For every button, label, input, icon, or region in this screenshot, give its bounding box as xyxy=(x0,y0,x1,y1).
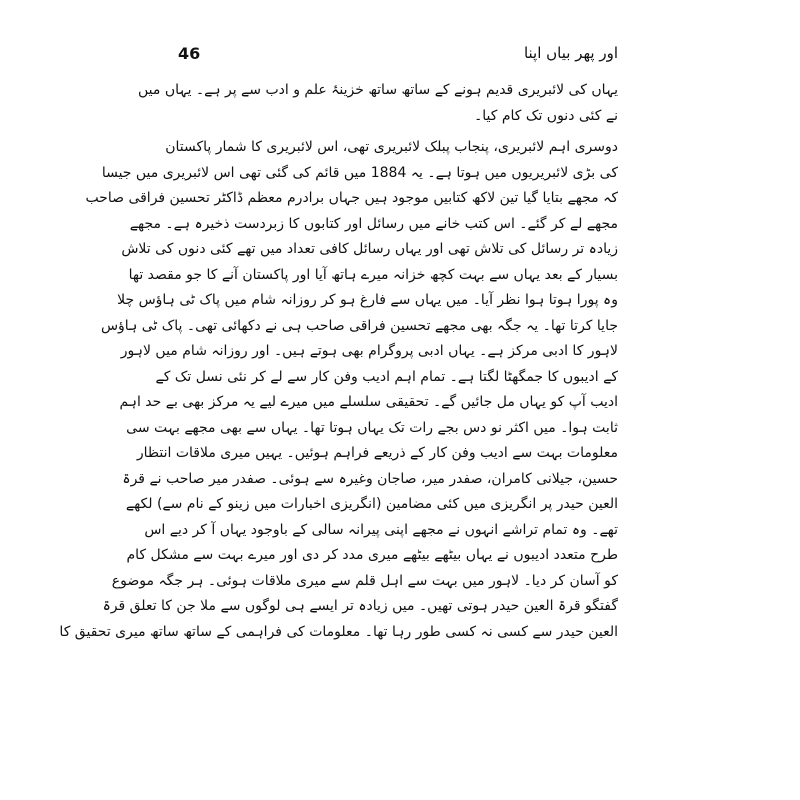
text-line: گفتگو قرۃ العین حیدر ہوتی تھیں۔ میں زیادہ تر ایسے ہی لوگوں سے ملا جن کا تعلق قرۃ xyxy=(102,598,618,614)
text-line: ثابت ہوا۔ میں اکثر نو دس بجے رات تک یہاں ہوتا تھا۔ یہاں سے بھی مجھے بہت سی xyxy=(126,419,618,436)
text-line: نے کئی دنوں تک کام کیا۔ xyxy=(474,107,618,124)
text-line: کی بڑی لائبریریوں میں ہوتا ہے۔ یہ 1884 میں قائم کی گئی تھی اس لائبریری میں جیسا xyxy=(101,164,618,181)
text-line: کہ مجھے بتایا گیا تین لاکھ کتابیں موجود ہیں جہاں برادرم معظم ڈاکٹر تحسین فراقی صاحب xyxy=(85,190,618,206)
text-line: تھے۔ وہ تمام تراشے انہوں نے مجھے اپنی پیرانہ سالی کے باوجود یہاں آ کر دیے اس xyxy=(144,521,618,538)
text-line: بسیار کے بعد یہاں سے بہت کچھ خزانہ میرے ہاتھ آیا اور پاکستان آنے کا جو مقصد تھا xyxy=(128,266,618,283)
paragraph xyxy=(59,135,618,645)
text-line: لاہور کا ادبی مرکز ہے۔ یہاں ادبی پروگرام بھی ہوتے ہیں۔ اور روزانہ شام میں لاہور xyxy=(120,343,618,359)
text-line: معلومات بہت سے ادیب وفن کار کے ذریعے فراہم ہوئیں۔ یہیں میری ملاقات انتظار xyxy=(136,445,618,461)
text-line: یہاں کی لائبریری قدیم ہونے کے ساتھ ساتھ خزینۂ علم و ادب سے پر ہے۔ یہاں میں xyxy=(138,82,618,98)
text-line: العین حیدر سے کسی نہ کسی طور رہا تھا۔ معلومات کی فراہمی کے ساتھ ساتھ میری تحقیق کا xyxy=(59,623,618,640)
text-line: کے ادیبوں کا جمگھٹا لگتا ہے۔ تمام اہم ادیب وفن کار سے لے کر نئی نسل تک کے xyxy=(155,368,618,385)
page-number: 46 xyxy=(178,44,201,63)
body-text xyxy=(59,78,618,645)
text-line: کو آسان کر دیا۔ لاہور میں بہت سے اہل قلم سے میری ملاقات ہوئی۔ ہر جگہ موضوع xyxy=(111,572,618,589)
text-line: العین حیدر پر انگریزی میں کئی مضامین (انگریزی اخبارات میں زینو کے نام سے) لکھے xyxy=(125,496,618,512)
text-line: وہ پورا ہوتا ہوا نظر آیا۔ میں یہاں سے فارغ ہو کر روزانہ شام میں پاک ٹی ہاؤس چلا xyxy=(117,292,618,308)
text-line: حسین، جیلانی کامران، صفدر میر، صاجان وغیرہ سے ہوئی۔ صفدر میر صاحب نے قرۃ xyxy=(122,470,618,487)
running-title: اور پھر بیاں اپنا xyxy=(523,44,618,62)
text-line: ادیب آپ کو یہاں مل جائیں گے۔ تحقیقی سلسلے میں میرے لیے یہ مرکز بھی بے حد اہم xyxy=(119,394,618,410)
text-line: طرح متعدد ادیبوں نے یہاں بیٹھے بیٹھے میری مدد کر دی اور میرے بہت سے مشکل کام xyxy=(126,547,618,563)
text-line: دوسری اہم لائبریری، پنجاب پبلک لائبریری تھی، اس لائبریری کا شمار پاکستان xyxy=(165,139,618,155)
text-line: مجھے لے کر گئے۔ اس کتب خانے میں رسائل اور کتابوں کا زبردست ذخیرہ ہے۔ مجھے xyxy=(129,215,618,232)
page-header xyxy=(178,44,618,74)
paragraph xyxy=(138,78,618,129)
text-line: جایا کرتا تھا۔ یہ جگہ بھی مجھے تحسین فراقی صاحب ہی نے دکھائی تھی۔ پاک ٹی ہاؤس xyxy=(100,317,618,334)
text-line: زیادہ تر رسائل کی تلاش تھی اور یہاں رسائل کافی تعداد میں تھے کئی دنوں کی تلاش xyxy=(121,241,618,257)
